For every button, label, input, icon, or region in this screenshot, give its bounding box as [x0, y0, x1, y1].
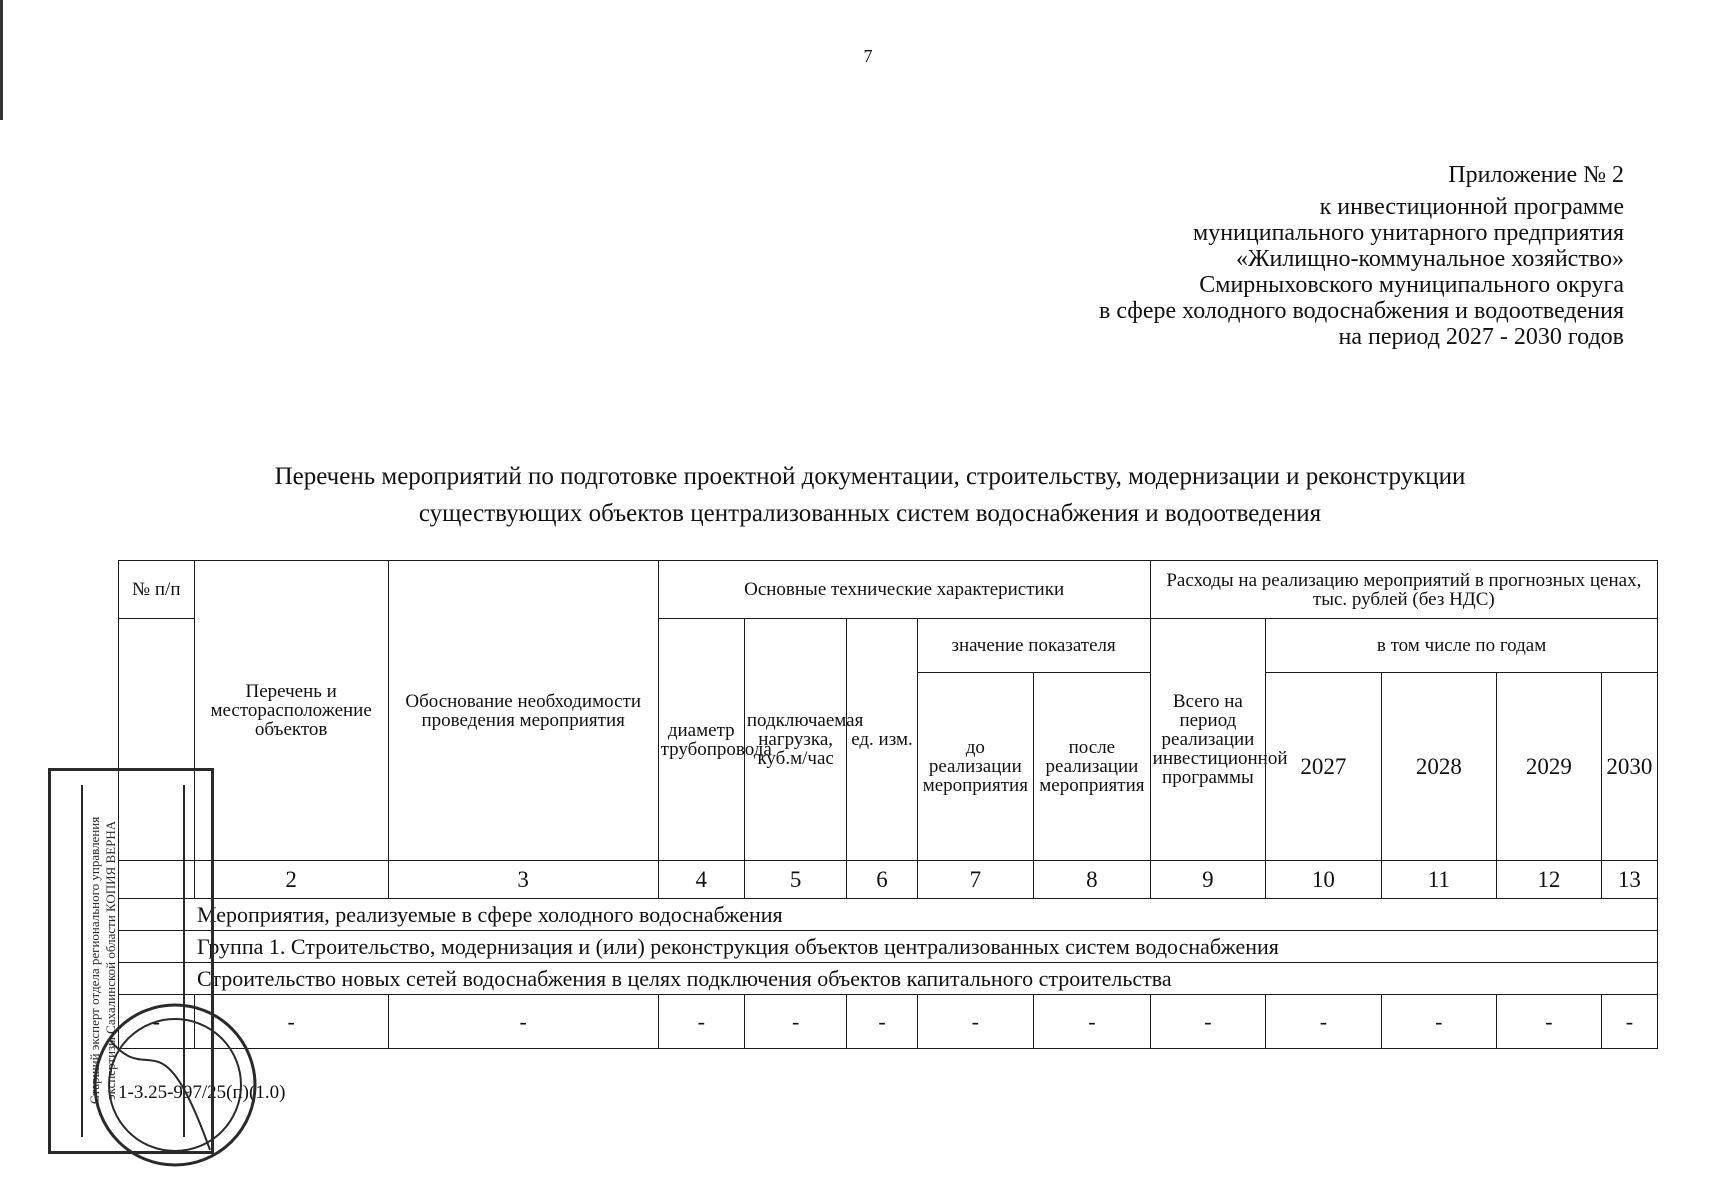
header-rationale: Обоснование необходимости проведения мероприятия	[388, 561, 658, 861]
section-title: Строительство новых сетей водоснабжения в целях подключения объектов капитального строительства	[119, 963, 1658, 995]
column-number: 8	[1034, 861, 1151, 899]
header-num: № п/п	[119, 561, 195, 619]
section-row	[119, 899, 1658, 931]
table-cell: -	[1266, 995, 1381, 1049]
header-object: Перечень и месторасположение объектов	[194, 561, 388, 861]
registration-number: 1-3.25-997/25(п)(1.0)	[118, 1082, 286, 1103]
header-load: подключаемая нагрузка, куб.м/час	[744, 619, 847, 861]
table-cell: -	[1034, 995, 1151, 1049]
column-number: 4	[658, 861, 744, 899]
appendix-line: «Жилищно-коммунальное хозяйство»	[1235, 246, 1624, 272]
section-title: Мероприятия, реализуемые в сфере холодного водоснабжения	[119, 899, 1658, 931]
document-title-line: существующих объектов централизованных систем водоснабжения и водоотведения	[418, 500, 1322, 527]
table-cell: -	[1497, 995, 1602, 1049]
column-number: 6	[847, 861, 917, 899]
header-diameter: диаметр трубопровода	[658, 619, 744, 861]
column-number: 7	[917, 861, 1034, 899]
column-number: 5	[744, 861, 847, 899]
column-number: 3	[388, 861, 658, 899]
stamp-text: Старший эксперт отдела регионального управления экспертизы Сахалинской области КОПИЯ ВЕРНА	[87, 816, 118, 1104]
header-unit: ед. изм.	[847, 619, 917, 861]
header-after: после реализации мероприятия	[1034, 673, 1151, 861]
appendix-line: муниципального унитарного предприятия	[1193, 220, 1624, 246]
table-cell: -	[1381, 995, 1496, 1049]
column-number: 2	[194, 861, 388, 899]
table-cell: -	[388, 995, 658, 1049]
appendix-line: к инвестиционной программе	[1319, 194, 1624, 220]
header-before: до реализации мероприятия	[917, 673, 1034, 861]
table-cell: -	[847, 995, 917, 1049]
header-year-2029: 2029	[1497, 673, 1602, 861]
header-by-years: в том числе по годам	[1266, 619, 1658, 673]
table-cell: -	[194, 995, 388, 1049]
column-number: 9	[1150, 861, 1265, 899]
table-cell: -	[119, 995, 195, 1049]
table-cell: -	[744, 995, 847, 1049]
header-indicator: значение показателя	[917, 619, 1150, 673]
table-cell: -	[1601, 995, 1657, 1049]
section-row	[119, 963, 1658, 995]
table-cell: -	[658, 995, 744, 1049]
page-number: 7	[863, 46, 873, 66]
measures-table	[118, 560, 1658, 1049]
column-number: 13	[1601, 861, 1657, 899]
header-tech-group: Основные технические характеристики	[658, 561, 1150, 619]
appendix-heading: Приложение № 2	[1448, 162, 1624, 188]
appendix-line: в сфере холодного водоснабжения и водоотведения	[1099, 298, 1624, 324]
appendix-block	[1099, 162, 1624, 350]
seal-icon	[90, 1000, 260, 1170]
appendix-line: на период 2027 - 2030 годов	[1338, 324, 1624, 350]
column-number: 11	[1381, 861, 1496, 899]
document-title	[100, 458, 1640, 532]
section-title: Группа 1. Строительство, модернизация и (или) реконструкция объектов централизованных систем водоснабжения	[119, 931, 1658, 963]
header-year-2027: 2027	[1266, 673, 1381, 861]
appendix-line: Смирныховского муниципального округа	[1199, 272, 1624, 298]
data-row	[119, 995, 1658, 1049]
header-costs-group: Расходы на реализацию мероприятий в прогнозных ценах, тыс. рублей (без НДС)	[1150, 561, 1657, 619]
table-cell: -	[917, 995, 1034, 1049]
document-title-line: Перечень мероприятий по подготовке проектной документации, строительству, модернизации и реконструкции	[274, 463, 1466, 490]
table-cell: -	[1150, 995, 1265, 1049]
header-year-2030: 2030	[1601, 673, 1657, 861]
column-number-row	[119, 861, 1658, 899]
header-year-2028: 2028	[1381, 673, 1496, 861]
section-row	[119, 931, 1658, 963]
column-number: 10	[1266, 861, 1381, 899]
header-total: Всего на период реализации инвестиционной программы	[1150, 619, 1265, 861]
column-number: 12	[1497, 861, 1602, 899]
header-row-1	[119, 561, 1658, 619]
